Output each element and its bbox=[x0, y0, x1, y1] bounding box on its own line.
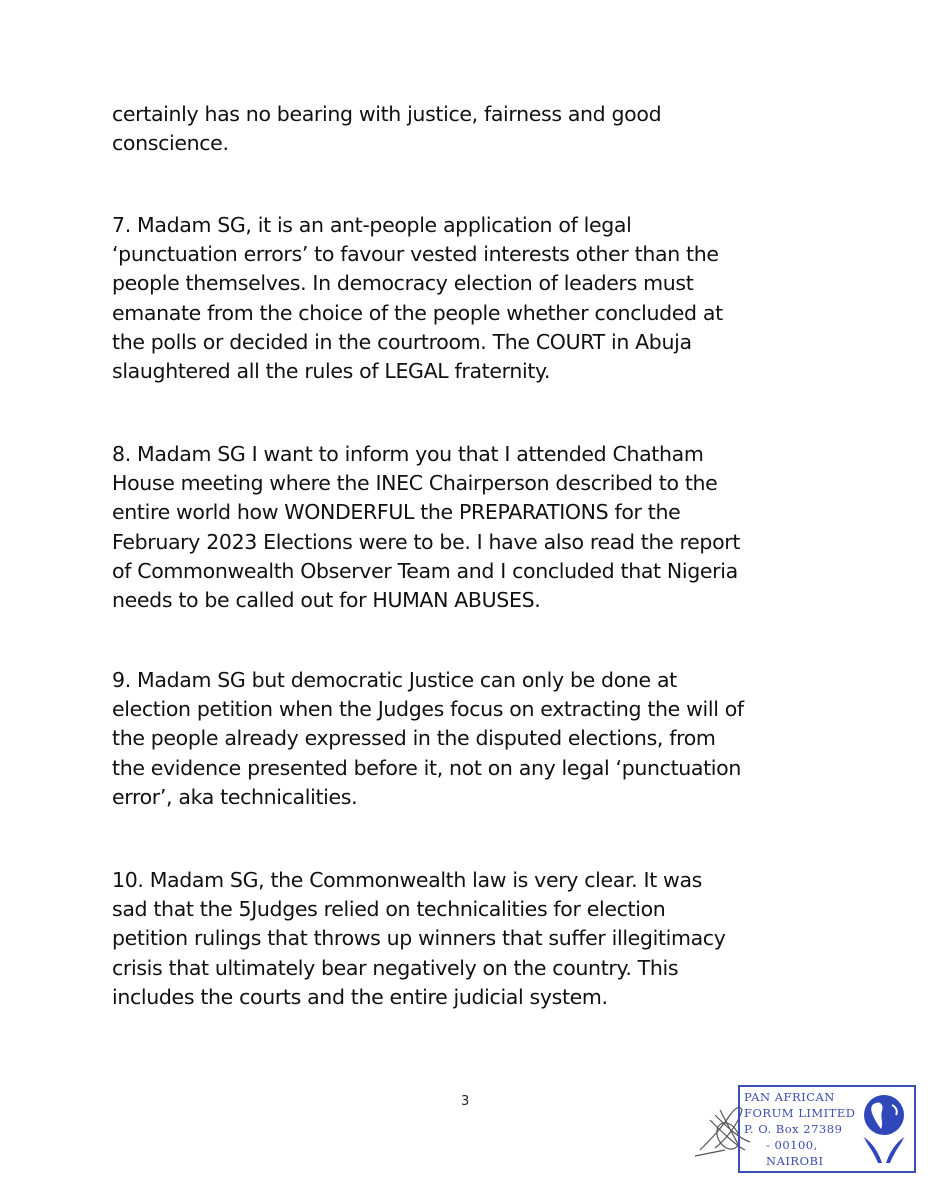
paragraph-10 bbox=[112, 866, 822, 1012]
text-line: emanate from the choice of the people whether concluded at bbox=[112, 300, 723, 325]
stamp-line: PAN AFRICAN bbox=[744, 1090, 835, 1104]
text-line: certainly has no bearing with justice, fairness and good bbox=[112, 102, 662, 126]
text-line: of Commonwealth Observer Team and I concluded that Nigeria bbox=[112, 558, 738, 583]
text-line: the people already expressed in the disputed elections, from bbox=[112, 726, 716, 751]
text-line: includes the courts and the entire judicial system. bbox=[112, 984, 608, 1009]
page-number: 3 bbox=[461, 1094, 470, 1109]
paragraph-8 bbox=[112, 440, 822, 615]
paragraph-intro-continuation bbox=[112, 100, 822, 158]
text-line: crisis that ultimately bear negatively on the country. This bbox=[112, 955, 679, 980]
text-line: needs to be called out for HUMAN ABUSES. bbox=[112, 588, 541, 613]
stamp-line: - 00100, bbox=[766, 1138, 818, 1152]
text-line: error’, aka technicalities. bbox=[112, 784, 358, 809]
text-line: House meeting where the INEC Chairperson described to the bbox=[112, 471, 718, 496]
stamp-line: P. O. Box 27389 bbox=[744, 1122, 843, 1136]
text-line: sad that the 5Judges relied on technicalities for election bbox=[112, 897, 666, 922]
stamp-line: NAIROBI bbox=[766, 1154, 824, 1168]
text-line: petition rulings that throws up winners that suffer illegitimacy bbox=[112, 926, 726, 951]
globe-hands-logo-icon bbox=[854, 1091, 912, 1169]
text-line: people themselves. In democracy election of leaders must bbox=[112, 271, 694, 296]
text-line: 8. Madam SG I want to inform you that I attended Chatham bbox=[112, 442, 704, 466]
text-line: slaughtered all the rules of LEGAL fraternity. bbox=[112, 359, 551, 384]
paragraph-7 bbox=[112, 211, 822, 386]
text-line: the evidence presented before it, not on any legal ‘punctuation bbox=[112, 755, 741, 780]
text-line: 7. Madam SG, it is an ant-people application of legal bbox=[112, 213, 632, 237]
stamp-line: FORUM LIMITED bbox=[744, 1106, 856, 1120]
text-line: conscience. bbox=[112, 131, 229, 156]
text-line: entire world how WONDERFUL the PREPARATIONS for the bbox=[112, 500, 681, 525]
text-line: 9. Madam SG but democratic Justice can only be done at bbox=[112, 668, 677, 692]
company-stamp bbox=[738, 1085, 916, 1173]
stamp-text bbox=[744, 1089, 855, 1169]
text-line: the polls or decided in the courtroom. The COURT in Abuja bbox=[112, 329, 692, 354]
text-line: 10. Madam SG, the Commonwealth law is very clear. It was bbox=[112, 868, 703, 892]
paragraph-9 bbox=[112, 666, 822, 812]
text-line: February 2023 Elections were to be. I have also read the report bbox=[112, 529, 741, 554]
text-line: election petition when the Judges focus on extracting the will of bbox=[112, 697, 744, 722]
text-line: ‘punctuation errors’ to favour vested interests other than the bbox=[112, 242, 719, 267]
